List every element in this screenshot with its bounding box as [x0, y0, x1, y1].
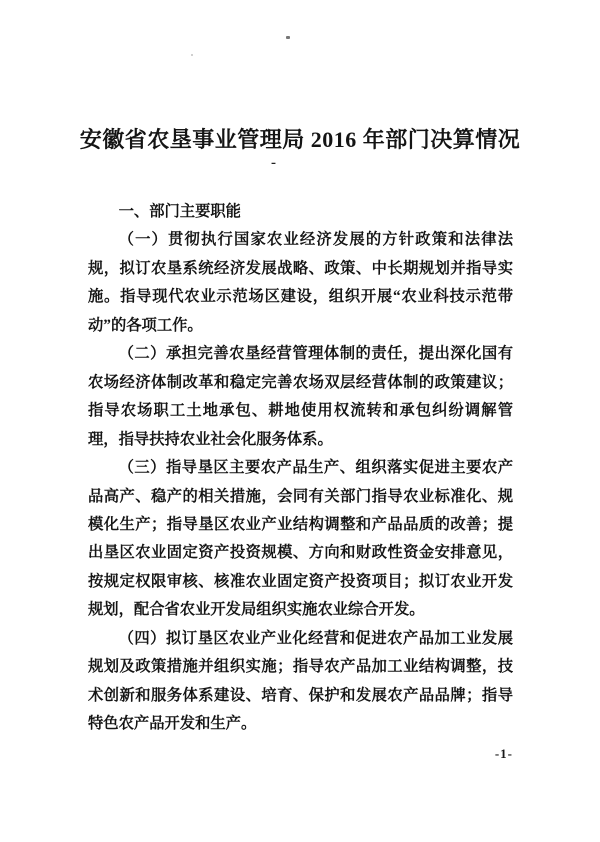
title-dash-mark: -: [271, 155, 276, 171]
section-heading: 一、部门主要职能: [118, 203, 241, 220]
paragraph-2: （二）承担完善农垦经营管理体制的责任，提出深化国有农场经济体制改革和稳定完善农场双层经营体制的政策建议；指导农场职工土地承包、耕地使用权流转和承包纠纷调解管理，指导扶持农业社会化服务体系。: [88, 345, 513, 448]
paragraph-4: （四）拟订垦区农业产业化经营和促进农产品加工业发展规划及政策措施并组织实施；指导农产品加工业结构调整，技术创新和服务体系建设、培育、保护和发展农产品品牌；指导特色农产品开发和生产。: [88, 629, 513, 733]
document-title: 安徽省农垦事业管理局 2016 年部门决算情况: [79, 127, 521, 152]
paragraph-3: （三）指导垦区主要农产品生产、组织落实促进主要农产品高产、稳产的相关措施，会同有关部门指导农业标准化、规模化生产；指导垦区农业产业结构调整和产品品质的改善；提出垦区农业固定资产投资规模、方向和财政性资金安排意见，按规定权限审核、核准农业固定资产投资项目；拟订农业开发规划，配合省农业开发局组织实施农业综合开发。: [88, 459, 513, 619]
paragraph-1: （一）贯彻执行国家农业经济发展的方针政策和法律法规，拟订农垦系统经济发展战略、政策、中长期规划并指导实施。指导现代农业示范场区建设，组织开展“农业科技示范带动”的各项工作。: [88, 231, 513, 334]
scan-speck: [191, 54, 193, 56]
document-body: [88, 198, 513, 739]
scan-speck: [286, 36, 290, 39]
page-number: -1-: [494, 746, 513, 761]
